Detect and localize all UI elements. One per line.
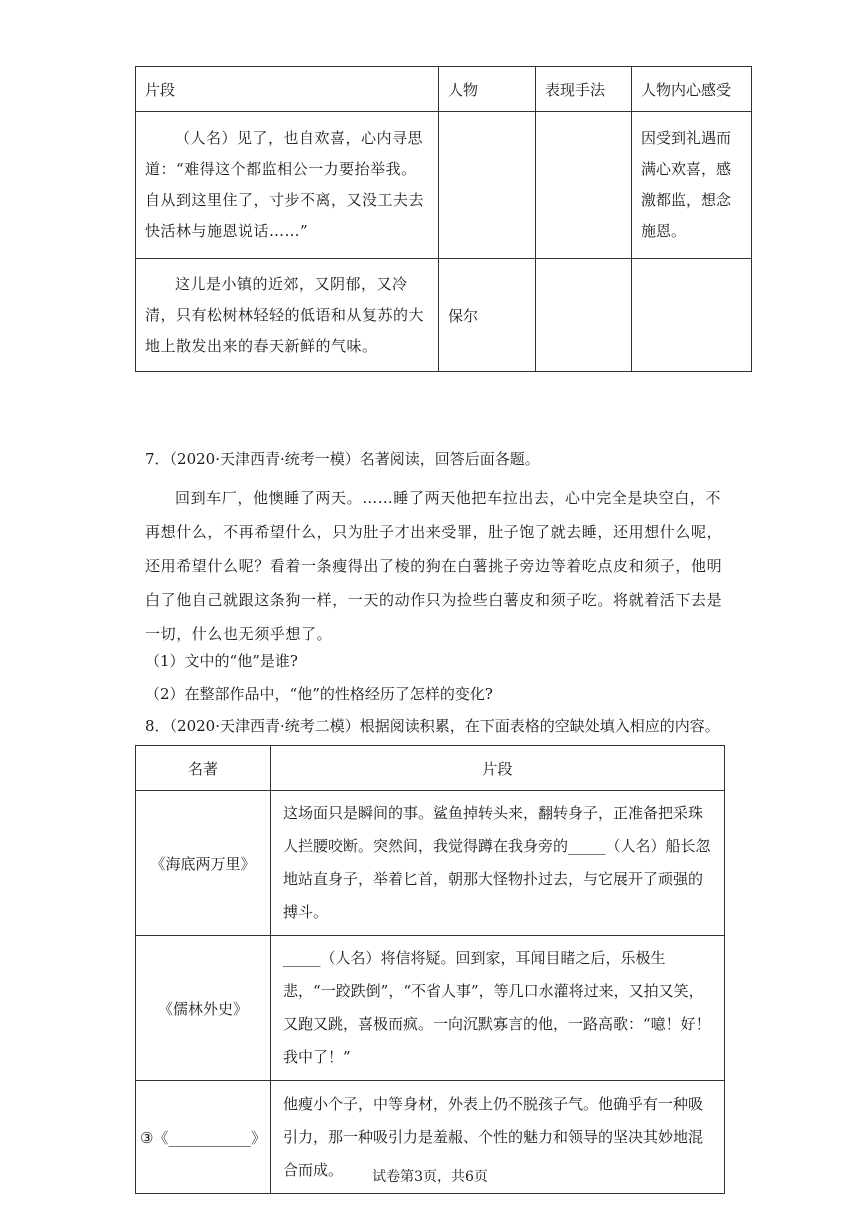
- table2-header-fragment: 片段: [271, 746, 725, 791]
- table-row: [136, 259, 752, 372]
- table2-row3-fragment: 他瘦小个子，中等身材，外表上仍不脱孩子气。他确乎有一种吸引力，那一种吸引力是羞赧、个性的魅力和领导的坚决其妙地混合而成。: [271, 1081, 725, 1194]
- question-7-sub2: （2）在整部作品中，“他”的性格经历了怎样的变化?: [145, 685, 493, 703]
- table-row: [136, 112, 752, 259]
- table1-header-row: [136, 67, 752, 112]
- table-row: [136, 791, 725, 936]
- table2-row1-name: 《海底两万里》: [136, 791, 271, 936]
- table1-row2-person: 保尔: [439, 259, 536, 372]
- table1-row1-feeling: 因受到礼遇而满心欢喜，感激都监，想念施恩。: [632, 112, 752, 259]
- fragment-table-1: [135, 66, 752, 372]
- table1-header-fragment: 片段: [136, 67, 439, 112]
- table2-row1-fragment: 这场面只是瞬间的事。鲨鱼掉转头来，翻转身子，正准备把采珠人拦腰咬断。突然间，我觉得蹲在我身旁的_____（人名）船长忽地站直身子，举着匕首，朝那大怪物扑过去，与它展开了顽强的搏斗。: [271, 791, 725, 936]
- question-7-title: 7．（2020·天津西青·统考一模）名著阅读，回答后面各题。: [145, 450, 540, 468]
- table1-row2-feeling[interactable]: [632, 259, 752, 372]
- table1-header-person: 人物: [439, 67, 536, 112]
- table1-header-technique: 表现手法: [536, 67, 632, 112]
- table1-row2-fragment: 这儿是小镇的近郊，又阴郁，又冷清，只有松树林轻轻的低语和从复苏的大地上散发出来的春天新鲜的气味。: [136, 259, 439, 372]
- table2-row3-name: ③《___________》: [136, 1081, 271, 1194]
- table2-header-row: [136, 746, 725, 791]
- question-7-sub1: （1）文中的“他”是谁?: [145, 652, 298, 670]
- table1-header-feeling: 人物内心感受: [632, 67, 752, 112]
- table2-row2-name: 《儒林外史》: [136, 936, 271, 1081]
- page-footer: 试卷第3页，共6页: [372, 1169, 488, 1185]
- question-8-title: 8．（2020·天津西青·统考二模）根据阅读积累，在下面表格的空缺处填入相应的内容。: [145, 717, 720, 735]
- table1-row1-person[interactable]: [439, 112, 536, 259]
- table-row: [136, 936, 725, 1081]
- table2-header-name: 名著: [136, 746, 271, 791]
- table2-row2-fragment: _____（人名）将信将疑。回到家，耳闻目睹之后，乐极生悲，“一跤跌倒”，“不省人事”，等几口水灌将过来，又拍又笑，又跑又跳，喜极而疯。一向沉默寡言的他，一路高歌：“噫！好！我中了！”: [271, 936, 725, 1081]
- table1-row1-fragment: （人名）见了，也自欢喜，心内寻思道：“难得这个都监相公一力要抬举我。自从到这里住了，寸步不离，又没工夫去快活林与施恩说话……”: [136, 112, 439, 259]
- table1-row2-technique[interactable]: [536, 259, 632, 372]
- question-7-passage: 回到车厂，他懊睡了两天。……睡了两天他把车拉出去，心中完全是块空白，不再想什么，不再希望什么，只为肚子才出来受罪，肚子饱了就去睡，还用想什么呢，还用希望什么呢？看着一条瘦得出了棱的狗在白薯挑子旁边等着吃点皮和须子，他明白了他自己就跟这条狗一样，一天的动作只为捡些白薯皮和须子吃。将就着活下去是一切，什么也无须乎想了。: [145, 489, 723, 643]
- fragment-table-2: [135, 745, 725, 1194]
- table1-row1-technique[interactable]: [536, 112, 632, 259]
